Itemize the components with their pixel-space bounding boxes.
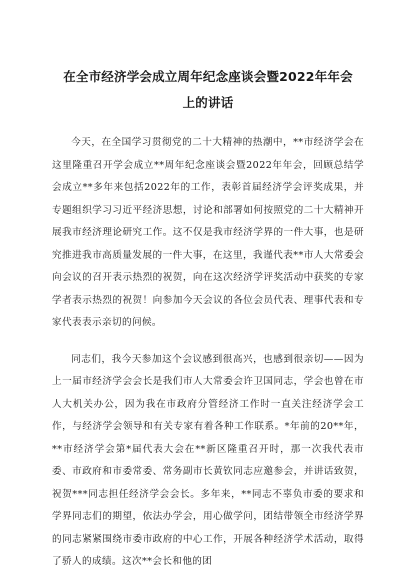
document-body [52,132,364,574]
paragraph-1: 今天，在全国学习贯彻党的二十大精神的热潮中，**市经济学会在这里隆重召开学会成立**周年纪念座谈会暨2022年年会，回顾总结学会成立**多年来包括2022年的工作，表彰首届经济学会评奖成果，并专题组织学习习近平经济思想，讨论和部署如何按照党的二十大精神开展我市经济理论研究工作。这不仅是我市经济学界的一件大事，也是研究推进我市高质量发展的一件大事，在这里，我谨代表**市人大常委会向会议的召开表示热烈的祝贺，向在这次经济学评奖活动中获奖的专家学者表示热烈的祝贺！向参加今天会议的各位会员代表、理事代表和专家代表表示亲切的问候。 [52,137,364,328]
paragraph-2: 同志们，我今天参加这个会议感到很高兴，也感到很亲切——因为上一届市经济学会会长是我们市人大常委会许卫国同志，学会也曾在市人大机关办公，因为我在市政府分管经济工作时一直关注经济学会工作，与经济学会领导和有关专家有着各种工作联系。*年前的20**年，**市经济学会第*届代表大会在**新区隆重召开时，那一次我代表市委、市政府和市委常委、常务副市长黄钦同志应邀参会，并讲话致贺，祝贺***同志担任经济学会会长。多年来，**同志不辜负市委的要求和学界同志们的期望，依法办学会，用心做学问，团结带领全市经济学界的同志紧紧围绕市委市政府的中心工作，开展各种经济学术活动，取得了骄人的成绩。这次**会长和他的团 [52,353,364,567]
document-title: 在全市经济学会成立周年纪念座谈会暨2022年年会上的讲话 [63,69,353,110]
